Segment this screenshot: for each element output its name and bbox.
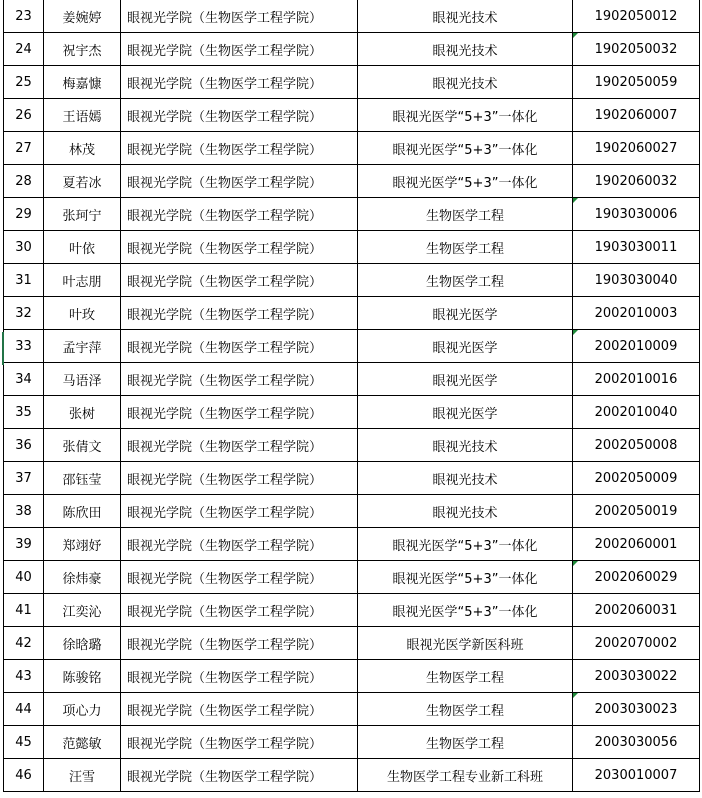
cell-major[interactable]: 眼视光医学 xyxy=(358,396,573,429)
cell-college[interactable]: 眼视光学院（生物医学工程学院） xyxy=(121,429,358,462)
cell-major[interactable]: 生物医学工程 xyxy=(358,231,573,264)
cell-student-name[interactable]: 范懿敏 xyxy=(44,726,121,759)
cell-student-name[interactable]: 夏若冰 xyxy=(44,165,121,198)
cell-student-name[interactable]: 张珂宁 xyxy=(44,198,121,231)
cell-row-number[interactable]: 36 xyxy=(4,429,44,462)
cell-row-number[interactable]: 27 xyxy=(4,132,44,165)
cell-college[interactable]: 眼视光学院（生物医学工程学院） xyxy=(121,33,358,66)
cell-student-name[interactable]: 叶志朋 xyxy=(44,264,121,297)
cell-row-number[interactable]: 44 xyxy=(4,693,44,726)
table-row xyxy=(4,66,700,99)
cell-row-number[interactable]: 34 xyxy=(4,363,44,396)
table-row xyxy=(4,330,700,363)
cell-major[interactable]: 眼视光医学“5+3”一体化 xyxy=(358,165,573,198)
table-row xyxy=(4,528,700,561)
cell-student-id[interactable]: 2002010040 xyxy=(573,396,700,429)
cell-student-id[interactable]: 1903030006 xyxy=(573,198,700,231)
student-list-table xyxy=(3,0,700,792)
table-row xyxy=(4,627,700,660)
table-row xyxy=(4,363,700,396)
cell-student-name[interactable]: 邵钰莹 xyxy=(44,462,121,495)
cell-student-id[interactable]: 1902060032 xyxy=(573,165,700,198)
table-row xyxy=(4,429,700,462)
cell-major[interactable]: 眼视光医学 xyxy=(358,297,573,330)
cell-major[interactable]: 生物医学工程 xyxy=(358,660,573,693)
cell-student-id[interactable]: 2003030022 xyxy=(573,660,700,693)
cell-student-name[interactable]: 叶依 xyxy=(44,231,121,264)
cell-row-number[interactable]: 41 xyxy=(4,594,44,627)
cell-student-name[interactable]: 梅嘉慷 xyxy=(44,66,121,99)
cell-major[interactable]: 生物医学工程 xyxy=(358,726,573,759)
cell-student-id[interactable]: 1903030011 xyxy=(573,231,700,264)
cell-major[interactable]: 生物医学工程专业新工科班 xyxy=(358,759,573,792)
cell-college[interactable]: 眼视光学院（生物医学工程学院） xyxy=(121,99,358,132)
cell-student-name[interactable]: 王语嫣 xyxy=(44,99,121,132)
cell-major[interactable]: 生物医学工程 xyxy=(358,198,573,231)
cell-row-number[interactable]: 43 xyxy=(4,660,44,693)
cell-major[interactable]: 眼视光技术 xyxy=(358,462,573,495)
cell-row-number[interactable]: 40 xyxy=(4,561,44,594)
cell-student-id[interactable]: 2002010009 xyxy=(573,330,700,363)
cell-major[interactable]: 生物医学工程 xyxy=(358,693,573,726)
cell-student-name[interactable]: 项心力 xyxy=(44,693,121,726)
table-row xyxy=(4,297,700,330)
table-row xyxy=(4,99,700,132)
table-row xyxy=(4,33,700,66)
cell-college[interactable]: 眼视光学院（生物医学工程学院） xyxy=(121,330,358,363)
cell-college[interactable]: 眼视光学院（生物医学工程学院） xyxy=(121,66,358,99)
cell-row-number[interactable]: 45 xyxy=(4,726,44,759)
cell-student-name[interactable]: 姜婉婷 xyxy=(44,0,121,33)
cell-major[interactable]: 眼视光技术 xyxy=(358,429,573,462)
cell-row-number[interactable]: 39 xyxy=(4,528,44,561)
table-row xyxy=(4,495,700,528)
cell-college[interactable]: 眼视光学院（生物医学工程学院） xyxy=(121,198,358,231)
cell-student-id[interactable]: 2002060031 xyxy=(573,594,700,627)
table-row xyxy=(4,198,700,231)
cell-college[interactable]: 眼视光学院（生物医学工程学院） xyxy=(121,528,358,561)
cell-major[interactable]: 眼视光技术 xyxy=(358,66,573,99)
cell-student-name[interactable]: 祝宇杰 xyxy=(44,33,121,66)
table-row xyxy=(4,561,700,594)
cell-major[interactable]: 眼视光技术 xyxy=(358,495,573,528)
cell-row-number[interactable]: 33 xyxy=(4,330,44,363)
cell-student-name[interactable]: 孟宇萍 xyxy=(44,330,121,363)
cell-college[interactable]: 眼视光学院（生物医学工程学院） xyxy=(121,594,358,627)
cell-student-name[interactable]: 陈骏铭 xyxy=(44,660,121,693)
table-row xyxy=(4,594,700,627)
cell-major[interactable]: 眼视光技术 xyxy=(358,33,573,66)
cell-major[interactable]: 生物医学工程 xyxy=(358,264,573,297)
cell-row-number[interactable]: 42 xyxy=(4,627,44,660)
table-row xyxy=(4,165,700,198)
table-row xyxy=(4,264,700,297)
cell-row-number[interactable]: 32 xyxy=(4,297,44,330)
cell-major[interactable]: 眼视光技术 xyxy=(358,0,573,33)
row-selection-edge xyxy=(2,332,4,365)
cell-college[interactable]: 眼视光学院（生物医学工程学院） xyxy=(121,627,358,660)
table-row xyxy=(4,759,700,792)
cell-student-id[interactable]: 1902060027 xyxy=(573,132,700,165)
cell-student-id[interactable]: 2030010007 xyxy=(573,759,700,792)
cell-row-number[interactable]: 38 xyxy=(4,495,44,528)
table-row xyxy=(4,693,700,726)
cell-student-name[interactable]: 郑翊妤 xyxy=(44,528,121,561)
cell-student-name[interactable]: 陈欣田 xyxy=(44,495,121,528)
cell-student-name[interactable]: 徐炜豪 xyxy=(44,561,121,594)
cell-student-name[interactable]: 叶玫 xyxy=(44,297,121,330)
cell-college[interactable]: 眼视光学院（生物医学工程学院） xyxy=(121,660,358,693)
cell-student-id[interactable]: 2002050008 xyxy=(573,429,700,462)
cell-major[interactable]: 眼视光医学 xyxy=(358,330,573,363)
cell-student-id[interactable]: 1903030040 xyxy=(573,264,700,297)
table-row xyxy=(4,132,700,165)
cell-student-name[interactable]: 徐晗璐 xyxy=(44,627,121,660)
cell-college[interactable]: 眼视光学院（生物医学工程学院） xyxy=(121,363,358,396)
cell-student-name[interactable]: 张倩文 xyxy=(44,429,121,462)
table-body xyxy=(4,0,700,792)
cell-student-name[interactable]: 林茂 xyxy=(44,132,121,165)
cell-student-id[interactable]: 2003030023 xyxy=(573,693,700,726)
cell-major[interactable]: 眼视光医学 xyxy=(358,363,573,396)
cell-row-number[interactable]: 26 xyxy=(4,99,44,132)
cell-student-id[interactable]: 1902060007 xyxy=(573,99,700,132)
cell-row-number[interactable]: 23 xyxy=(4,0,44,33)
cell-college[interactable]: 眼视光学院（生物医学工程学院） xyxy=(121,693,358,726)
cell-row-number[interactable]: 28 xyxy=(4,165,44,198)
cell-student-id[interactable]: 2002070002 xyxy=(573,627,700,660)
cell-row-number[interactable]: 29 xyxy=(4,198,44,231)
table-row xyxy=(4,0,700,33)
cell-row-number[interactable]: 46 xyxy=(4,759,44,792)
cell-row-number[interactable]: 37 xyxy=(4,462,44,495)
cell-major[interactable]: 眼视光医学“5+3”一体化 xyxy=(358,528,573,561)
cell-student-id[interactable]: 2002010016 xyxy=(573,363,700,396)
cell-student-id[interactable]: 1902050012 xyxy=(573,0,700,33)
cell-college[interactable]: 眼视光学院（生物医学工程学院） xyxy=(121,297,358,330)
cell-student-id[interactable]: 2002050009 xyxy=(573,462,700,495)
cell-student-id[interactable]: 1902050059 xyxy=(573,66,700,99)
cell-major[interactable]: 眼视光医学“5+3”一体化 xyxy=(358,132,573,165)
cell-college[interactable]: 眼视光学院（生物医学工程学院） xyxy=(121,165,358,198)
table-row xyxy=(4,231,700,264)
cell-college[interactable]: 眼视光学院（生物医学工程学院） xyxy=(121,231,358,264)
cell-college[interactable]: 眼视光学院（生物医学工程学院） xyxy=(121,561,358,594)
cell-student-id[interactable]: 2002060029 xyxy=(573,561,700,594)
cell-student-id[interactable]: 2002050019 xyxy=(573,495,700,528)
cell-college[interactable]: 眼视光学院（生物医学工程学院） xyxy=(121,0,358,33)
cell-row-number[interactable]: 25 xyxy=(4,66,44,99)
cell-row-number[interactable]: 31 xyxy=(4,264,44,297)
cell-major[interactable]: 眼视光医学“5+3”一体化 xyxy=(358,99,573,132)
cell-student-name[interactable]: 江奕沁 xyxy=(44,594,121,627)
cell-student-name[interactable]: 汪雪 xyxy=(44,759,121,792)
cell-major[interactable]: 眼视光医学“5+3”一体化 xyxy=(358,594,573,627)
cell-college[interactable]: 眼视光学院（生物医学工程学院） xyxy=(121,495,358,528)
table-row xyxy=(4,660,700,693)
table-row xyxy=(4,726,700,759)
cell-college[interactable]: 眼视光学院（生物医学工程学院） xyxy=(121,396,358,429)
cell-row-number[interactable]: 24 xyxy=(4,33,44,66)
cell-college[interactable]: 眼视光学院（生物医学工程学院） xyxy=(121,264,358,297)
cell-student-id[interactable]: 2002010003 xyxy=(573,297,700,330)
cell-college[interactable]: 眼视光学院（生物医学工程学院） xyxy=(121,759,358,792)
cell-major[interactable]: 眼视光医学“5+3”一体化 xyxy=(358,561,573,594)
cell-student-name[interactable]: 马语泽 xyxy=(44,363,121,396)
table-row xyxy=(4,396,700,429)
table-row xyxy=(4,462,700,495)
cell-college[interactable]: 眼视光学院（生物医学工程学院） xyxy=(121,132,358,165)
cell-student-id[interactable]: 2003030056 xyxy=(573,726,700,759)
cell-major[interactable]: 眼视光医学新医科班 xyxy=(358,627,573,660)
cell-row-number[interactable]: 30 xyxy=(4,231,44,264)
cell-row-number[interactable]: 35 xyxy=(4,396,44,429)
cell-student-id[interactable]: 2002060001 xyxy=(573,528,700,561)
cell-student-id[interactable]: 1902050032 xyxy=(573,33,700,66)
cell-student-name[interactable]: 张树 xyxy=(44,396,121,429)
cell-college[interactable]: 眼视光学院（生物医学工程学院） xyxy=(121,726,358,759)
cell-college[interactable]: 眼视光学院（生物医学工程学院） xyxy=(121,462,358,495)
